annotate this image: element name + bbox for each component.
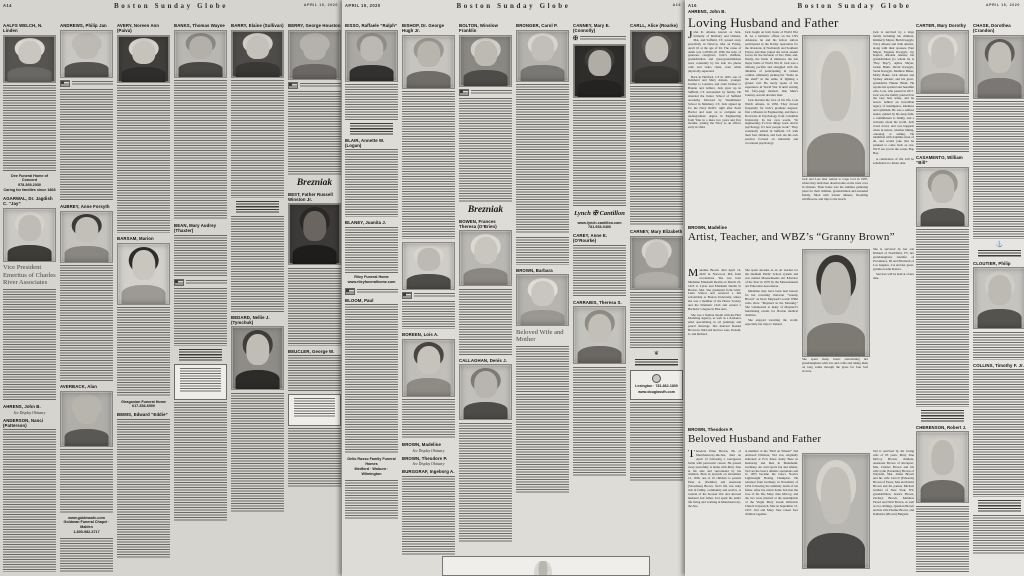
photo-vignette <box>574 45 625 97</box>
obituary-text-block <box>630 86 683 226</box>
obituary-text-block <box>973 332 1024 360</box>
drop-cap: J <box>688 31 693 41</box>
obituary-column <box>402 20 455 572</box>
obituary-name-header: BEAN, Mary Audrey (Thaxter) <box>174 223 217 233</box>
obituary-text-block <box>916 506 969 573</box>
obituary-paragraph: Madeline Brown died April 14, 2020 in Norwood, MA from coronavirus. She was born Madeline Elizabeth Devlin on March 23, 1923 to Cyrus and Elizabeth Devlin in Boston, MA. She graduated from Girls’ Latin School and received a full scholarship to Boston University, where she was a member of the Honor Society and the Dramatic Club and earned a Bachelor’s degree in Fine Arts. <box>688 269 741 312</box>
obituary-column <box>174 20 227 572</box>
obituary-column <box>345 20 398 572</box>
edition-date: APRIL 19, 2020 <box>985 3 1020 7</box>
obituary-text-block <box>573 367 626 477</box>
photo-vignette <box>460 36 511 86</box>
display-obituary <box>688 222 914 420</box>
obituary-text-block <box>60 538 113 572</box>
photo-vignette <box>460 365 511 419</box>
display-obituary-text-column <box>745 450 798 572</box>
display-obituary <box>688 424 914 574</box>
photo-vignette <box>917 432 968 502</box>
veteran-flag-row <box>288 82 341 89</box>
obituary-name-header: AHRENS, John B. <box>688 9 726 14</box>
photo-vignette <box>403 36 454 88</box>
obituary-text-block <box>357 289 398 294</box>
us-flag-icon <box>345 288 355 295</box>
obituary-name-header: AHRENS, John B. <box>3 404 41 410</box>
photo-vignette <box>289 204 340 264</box>
portrait-photo <box>916 30 969 94</box>
photo-vignette <box>803 36 869 176</box>
photo-vignette <box>803 454 869 568</box>
obituary-paragraph: Born in Hartford, CT in 1925, son of Reinhard and Mary Ahrens, younger brother to Lauretta, and older brother to Bonnie and Gilbert, Jack grew up in Suffield, CT surrounded by family. He attended the Junior School of Suffield Academy followed by Westminster School in Simsbury, CT. Jack signed up for the Navy ROTC right after Pearl Harbor and went on to complete an undergraduate degree in Engineering from Yale in a mere two years and five months, joining the Navy as an officer early in 1944. <box>688 74 741 130</box>
obituary-text-block <box>60 89 113 201</box>
obituary-name-header: BISHOP, Dr. George Hugh Jr. <box>402 23 445 33</box>
obituary-text-block <box>186 280 227 285</box>
obituary-column <box>459 20 512 572</box>
ornament-icon: ❦ <box>653 350 660 357</box>
obituary-name-header: CAREY, Anne E. (O’Rourke) <box>573 233 608 244</box>
obituary-text-block <box>402 91 455 239</box>
obituary-column <box>516 20 569 572</box>
masthead: Boston Sunday Globe <box>114 2 228 10</box>
photo-vignette <box>574 307 625 363</box>
obituary-name-header: BISSO, Raffaele “Ralph” <box>345 23 398 28</box>
obituary-paragraph: Jack married the love of his life, Lois Welch Ahrens, in 1950. They moved frequently for Jack’s graduate degrees: first a Masters in Engineering, and then a Doctorate in Psychology from Columbia University. In his own words, “In engineering, it’s how things work, and in psychology, it’s how people work.” They eventually settled in Suffield, CT with their four children, and Jack ran his own practice focused on industrial and vocational psychology. <box>745 98 798 145</box>
obituary-name-header: ANDERSON, Nanci (Patterson) <box>3 417 44 428</box>
newspaper-page-A14 <box>0 0 342 576</box>
obituary-text-block <box>459 98 512 202</box>
veteran-flag-row <box>174 279 227 286</box>
obituary-name-header: BLANEY, Juanita J. <box>345 220 387 225</box>
obituary-name-header: AVERY, Noreen Ann (Paiva) <box>117 23 160 33</box>
display-obituary-text-column <box>745 31 798 217</box>
ad-text-block <box>294 398 335 418</box>
obituary-name-header: BROWN, Theodore P. <box>402 455 448 461</box>
obituary-column <box>231 20 284 572</box>
obituary-name-header: BANKS, Thomas Wayne <box>174 23 225 28</box>
display-obituary-text-column <box>745 269 798 415</box>
obituary-text-block <box>60 265 113 381</box>
portrait-photo <box>630 236 683 290</box>
portrait-photo <box>573 44 626 98</box>
portrait-photo <box>231 30 284 78</box>
funeral-home-notice: Riley Funeral Home www.rileyfuneralhome.com <box>347 275 396 284</box>
display-obituary-text-column <box>873 31 914 217</box>
display-obituary-text-column <box>688 450 741 572</box>
veteran-flag-row <box>459 89 512 96</box>
obituary-text-block <box>345 84 398 120</box>
photo-vignette <box>346 31 397 81</box>
obituary-name-header: BOREEN, Lois A. <box>402 332 439 337</box>
obituary-name-header: BOWEN, Frances Theresa (O’Brien) <box>459 218 497 229</box>
obituary-subheadline: Vice President Emeritus of Charles River Associates <box>3 264 56 287</box>
portrait-photo <box>60 391 113 447</box>
obituary-name-header: BROWN, Madeline <box>688 225 727 230</box>
bottom-ad-box <box>442 556 650 576</box>
portrait-photo <box>402 242 455 290</box>
display-obituary-text-column <box>873 248 914 415</box>
funeral-home-ad-logo: Brezniak <box>296 178 333 188</box>
obituary-text-block <box>402 399 455 439</box>
us-flag-icon <box>288 82 298 89</box>
funeral-notice-block <box>236 201 278 213</box>
obituary-name-header: AGARWAL, Dr. Jagdish C. “Jay” <box>3 196 53 207</box>
obituary-name-header: BERRY, George Houston <box>288 23 341 28</box>
photo-vignette <box>118 36 169 82</box>
us-flag-icon <box>402 292 412 299</box>
obituary-paragraph: She was a fashion model with the Hart Modeling Agency, as well as a freelance artist specializing in oil paintings and pencil drawings. She married Donald Brown in 1944 and had two sons, Donald, Jr. and Richard. <box>688 312 741 337</box>
obituary-name-header: AVERBACK, Alan <box>60 384 97 389</box>
obituary-text-block <box>402 301 455 329</box>
obituary-text-block <box>516 237 569 265</box>
obituary-text-block <box>72 81 113 86</box>
display-obituary-text-column <box>688 269 741 415</box>
portrait-photo <box>288 203 341 265</box>
obituary-text-block <box>630 402 683 482</box>
funeral-home-notice: Giragosian Funeral Home 617-354-6900 <box>121 399 166 409</box>
photo-vignette <box>974 36 1024 98</box>
display-obituary-text-column <box>688 31 741 217</box>
obituary-name-header: BROWN, Madeline <box>402 442 441 447</box>
portrait-photo <box>345 30 398 82</box>
display-obituary-photo <box>802 249 870 357</box>
masthead: Boston Sunday Globe <box>456 2 571 10</box>
obituary-name-header: BOLTON, Winslow Franklin <box>459 23 499 33</box>
obituary-name-header: BROWN, Theodore P. <box>688 427 734 432</box>
obituary-paragraph: Theodore Prine Brown, 86, of Manchester-by-the-Sea, died on April 13 following a courageous battle with pancreatic cancer. He passed away peacefully at home with Mary Jane at his side and surrounded by his children. Born in Ipswich on December 12, 1936, one of 10 children to parents Peter A. (Paddles) and Anastasia (Strouliaus) Brown, Ted’s life was truly rich in family, community and service. A veteran of the Korean War and devoted husband and father, Ted spent his entire life living and working in Manchester-by-the-Sea. <box>688 450 741 508</box>
page-number: A16 <box>688 3 697 8</box>
obituary-text-block <box>345 227 398 273</box>
photo-vignette <box>517 31 568 81</box>
obituary-name-header: CALLAGHAN, Denis J. <box>459 357 507 363</box>
obituary-text-block <box>573 245 626 297</box>
obituary-text-block <box>630 292 683 348</box>
see-display-reference: See Display Obituary <box>412 448 445 453</box>
portrait-photo <box>117 243 170 305</box>
obituary-column <box>916 20 969 572</box>
obituary-name-header: CHASE, Dorothea (Crandon) <box>973 23 1011 33</box>
veteran-flag-row <box>60 80 113 87</box>
display-obituary-headline: Loving Husband and Father <box>688 14 839 30</box>
newspaper-page-A16 <box>685 0 1024 576</box>
portrait-photo <box>573 306 626 364</box>
obituary-column <box>117 20 170 572</box>
obituary-name-header: AUBREY, Anne Forsyth <box>60 204 110 209</box>
portrait-photo <box>288 30 341 80</box>
obituary-name-header: CHERENSON, Robert J. <box>916 424 967 430</box>
portrait-photo <box>459 364 512 420</box>
obituary-name-header: CARTER, Mary Dorothy <box>916 23 966 28</box>
obituary-text-block <box>516 394 569 494</box>
funeral-notice-block <box>978 500 1020 512</box>
boxed-ad <box>630 370 683 400</box>
display-obituary-photo <box>802 35 870 177</box>
obituary-text-block <box>580 36 626 41</box>
obituary-paragraph: A member of the “Hell on Wheels” 2nd Armored Division, Ted was originally stationed at Fort Knox Army Base in Kentucky and then in Mannheim, Germany. An avid sports fan and athlete, Ted ran the base’s athletic operations and in 1953 became the base’s Novice Lightweight Boxing Champion. He returned from Germany in November of 1954 following the untimely death of his father. After his return home Ted met the love of his life, Mary Jane McCoy, and the two were married at the Assumption of the Virgin Mary Greek Orthodox Church in Ipswich, MA on September 15, 1957. Ted and Mary Jane raised four children together. <box>745 450 798 516</box>
edition-date: APRIL 19, 2020 <box>303 3 338 7</box>
portrait-photo <box>60 30 113 78</box>
funeral-notice-block <box>350 123 392 135</box>
obituary-text-block <box>916 96 969 152</box>
obituary-text-block <box>231 80 284 198</box>
drop-cap: M <box>688 269 699 279</box>
obituary-text-block <box>288 355 341 391</box>
obituary-paragraph: John R. Ahrens, known as Jack, formerly of Duxbury and Orleans, MA, and Suffield, CT, passed away peacefully in Newton, MA on Friday, April 10 at the age of 94. The cause of death was COVID-19. With the help of generous caregivers, Jack’s children, grandchildren and great-grandchildren were constantly by his side via phone calls and video chats, even while physically separated. <box>688 31 741 74</box>
obituary-text-block <box>973 369 1024 497</box>
masthead: Boston Sunday Globe <box>797 2 912 10</box>
photo-vignette <box>232 327 283 389</box>
display-obituary-text-column <box>873 450 914 572</box>
portrait-photo <box>402 339 455 397</box>
photo-vignette <box>289 31 340 79</box>
photo-vignette <box>803 250 869 356</box>
us-flag-icon <box>174 279 184 286</box>
photo-vignette <box>61 392 112 446</box>
photo-vignette <box>61 212 112 262</box>
photo-vignette <box>917 31 968 93</box>
obituary-text-block <box>174 235 227 277</box>
funeral-home-ad-contact: www.lynch-cantillon.com 781-933-0400 <box>577 220 622 230</box>
photo-vignette <box>403 340 454 396</box>
obituary-name-header: BLOOM, Paul <box>345 297 374 303</box>
ornament-ad <box>630 351 683 367</box>
obituary-name-header: CARLL, Alice (Roarke) <box>630 23 678 28</box>
portrait-photo <box>402 35 455 89</box>
obituary-text-block <box>414 293 455 298</box>
portrait-photo <box>516 274 569 326</box>
photo-vignette <box>175 31 226 77</box>
portrait-photo <box>3 35 56 83</box>
obituary-text-block <box>471 90 512 95</box>
boxed-ad <box>174 364 227 400</box>
funeral-home-ad-logo: Lynch ✠ Cantillon <box>574 210 625 217</box>
obituary-paragraph: Madeline may have been best known for her recurring character “Granny Brown” on Dave Maynard’s iconic WBZ radio show “Maynard in the Morning.” She volunteered at many of Maynard’s fundraising events for Boston medical charities. <box>745 289 798 317</box>
obituary-name-header: CASAMENTO, William “Bill” <box>916 155 963 165</box>
obituary-name-header: BROWN, Barbara <box>516 267 553 273</box>
obituary-paragraph: She is survived by her son Richard of Northfield, VT, her granddaughters Jennifer of Providence, RI and Elizabeth of Los Angeles, CA and her great-grandson John Robert. <box>873 248 914 271</box>
photo-vignette <box>974 268 1024 328</box>
ad-text: Lexington · 781-862-1800 www.douglassfh.com <box>635 384 678 394</box>
photo-vignette <box>517 275 568 325</box>
photo-vignette <box>403 243 454 289</box>
obituary-text-block <box>174 402 227 522</box>
portrait-photo <box>916 431 969 503</box>
display-obituary-photo <box>802 453 870 569</box>
obituary-paragraph: Ted is survived by his loving wife of 63 years, Mary Jane McCoy Brown; children, Anastasia Brown of Rockport, MA, Charles Brown and his wife Lynn (Tarantino) Brown of Wayland, MA, James Brown and his wife Carroll (Edwards) Brown of Essex, MA and David Brown and his partner Michael Guthart of New York, NY; grandchildren, Jessica Brown, Zachary Brown, Matthew Picard and Natti Brown, as well as two siblings, Quenton Brown and his wife Pauline Brown, and Katherine (Brown) Bulgaris. <box>873 450 914 516</box>
portrait-photo <box>973 35 1024 99</box>
ad-figure <box>534 561 552 576</box>
portrait-photo <box>916 167 969 227</box>
photo-vignette <box>631 31 682 83</box>
obituary-text-block <box>174 80 227 220</box>
portrait-photo <box>174 30 227 78</box>
photo-vignette <box>118 244 169 304</box>
obituary-text-block <box>573 100 626 206</box>
obituary-name-header: CANNEY, Mary E. (Connolly) <box>573 23 610 33</box>
drop-cap: T <box>688 450 696 460</box>
funeral-home-ad-logo: Brezniak <box>467 205 504 215</box>
obituary-text-block <box>973 515 1024 555</box>
funeral-home-notice: www.goldmanfc.com Goldman Funeral Chapel · Malden 1-800-982-3717 <box>63 515 110 535</box>
obituary-name-header: BURGGRAF, Ingeborg A. <box>402 469 455 474</box>
obituary-name-header: AALFS WELCH, N. Linden <box>3 23 43 33</box>
obituary-name-header: BEMIS, Edward “Eddie” <box>117 412 168 418</box>
obituary-text-block <box>3 429 56 572</box>
obituary-name-header: ANDREWS, Philip Jan <box>60 23 107 28</box>
obituary-paragraph: She enjoyed traveling the world, especially her trips to Ireland. <box>745 318 798 326</box>
obituary-name-header: CARNEY, Mary Elizabeth <box>630 229 683 234</box>
obituary-name-header: BARSAM, Marion <box>117 236 154 241</box>
photo-vignette <box>61 31 112 77</box>
obituary-column <box>573 20 626 572</box>
obituary-text-block <box>288 268 341 346</box>
portrait-photo <box>231 326 284 390</box>
obituary-paragraph: Jack is survived by a large family including his children, Kimberly Mayer, Beth Kwegyir, Tracy Ahrens and John Ahrens, along with their spouses, Paul Mayer, Eugenia Kwegyir, Jay Kaplov, Rhonda Ahrens; his grandchildren (to whom he is “Bop Bop”), Ayliea Mayer, Jackie Blum, David Kwegyir, Sarah Kwegyir, Matthew Baker, Molly Baker, Jack Ahrens and Sydney Ahrens; and his great-grandchild, Hunter Blum. He rejoins his spirited and beautiful wife, Lois, who passed in 2017. Jack was the family patriarch in the very best sense, and he leaves behind an incredible legacy of intelligence, kindness and optimism. He was a selfless leader, guided by his deep faith, a commitment to family, and a curiosity about the world. Jack loved travel, and was happiest when in nature, whether hiking, canoeing or sailing. He identified with dolphins most of all, and would joke that he planned to come back as one. We’ll see you in the ocean, Bop Bop. <box>873 31 914 156</box>
funeral-notice-block <box>179 349 221 361</box>
obituary-text-block <box>916 229 969 407</box>
portrait-photo <box>459 230 512 286</box>
veteran-flag-row <box>345 288 398 295</box>
display-obituary-text-column <box>802 178 868 216</box>
obituary-paragraph: She spent many hours entertaining her granddaughters with arts and crafts and taking them on long walks through the grass for four leaf clovers. <box>802 358 868 373</box>
display-obituary <box>688 6 914 218</box>
obituary-text-block <box>174 288 227 346</box>
obituary-text-block <box>459 423 512 543</box>
obituary-text-block <box>117 307 170 397</box>
obituary-paragraph: She spent decades as an art teacher for the Dedham Public School system and was named Massachusetts Art Educator of the Year in 1979 by the Massachusetts Art Education Association. <box>745 269 798 288</box>
obituary-text-block <box>60 449 113 513</box>
obituary-subheadline: Beloved Wife and Mother <box>516 328 564 343</box>
obituary-paragraph: Jack and Lois later retired to Cape Cod in 1987, where they built their dream home on the town cove in Orleans. Their home was the summer gathering place for their children, grandchildren and extended family, filled with lobster dinners, blooming wildflowers, and trips to the beach. <box>802 178 868 201</box>
ad-text-block <box>180 368 221 392</box>
portrait-photo <box>973 267 1024 329</box>
obituary-text-block <box>345 304 398 454</box>
funeral-home-notice: Dello Russo Family Funeral Homes Medford · Woburn · Wilmington <box>347 456 396 476</box>
photo-vignette <box>232 31 283 77</box>
photo-vignette <box>631 237 682 289</box>
obituary-text-block <box>231 393 284 513</box>
obituary-text-block <box>117 419 170 559</box>
obituary-text-block <box>973 101 1024 239</box>
obituary-paragraph: Jack fought on both fronts of World War II. As a ballistics officer on the USS Arkansas, he and his fellow sailors participated in the D-Day operations for the invasions of Normandy and Southern France and then joined the naval assault forces for the invasion of Iwo Jima, and, finally, the battle of Okinawa, the last major battle of World War II. Jack was a lifelong pacifist and struggled with the dilemma of participating in violent combat, ultimately picking his “battle on the shelf” in the name of fighting a greater evil. He rarely spoke of his experience in World War II until writing his forty-page memoir, One Man’s Journey, several decades later. <box>745 31 798 97</box>
obituary-column <box>60 20 113 572</box>
obituary-text-block <box>459 289 512 355</box>
portrait-photo <box>60 211 113 263</box>
obituary-text-block <box>516 84 569 234</box>
obituary-text-block <box>300 83 341 88</box>
photo-vignette <box>4 209 55 261</box>
ornament-ad <box>973 242 1024 258</box>
portrait-photo <box>516 30 569 82</box>
ornament-icon: ⚓ <box>995 241 1004 248</box>
obituary-text-block <box>3 289 56 401</box>
ornament-ad-text <box>978 250 1020 258</box>
veteran-flag-row <box>402 292 455 299</box>
portrait-photo <box>3 208 56 262</box>
obituary-text-block <box>345 149 398 217</box>
funeral-notice-block <box>921 410 963 422</box>
obituary-name-header: BEST, Father Russell Winston Jr. <box>288 191 333 202</box>
display-obituary-headline: Artist, Teacher, and WBZ’s “Granny Brown” <box>688 230 895 243</box>
obituary-text-block <box>288 428 341 488</box>
obituary-text-block <box>516 346 569 392</box>
obituary-text-block <box>3 85 56 171</box>
obituary-column <box>3 20 56 572</box>
obituary-text-block <box>231 216 284 312</box>
obituary-paragraph: Services will be held at a later date. <box>873 272 914 280</box>
obituary-name-header: COLLINS, Timothy F. Jr. <box>973 362 1024 368</box>
obituary-text-block <box>345 480 398 520</box>
newspaper-page-A15 <box>342 0 685 576</box>
obituary-name-header: BARRY, Elaine (Sullivan) <box>231 23 284 28</box>
display-obituary-text-column <box>802 358 868 415</box>
photo-vignette <box>4 36 55 82</box>
display-obituary-headline: Beloved Husband and Father <box>688 432 822 445</box>
boxed-ad <box>288 394 341 426</box>
photo-vignette <box>917 168 968 226</box>
obituary-name-header: BLAIR, Annette W. (Logan) <box>345 137 385 148</box>
memorial-cross-row <box>573 35 626 42</box>
portrait-photo <box>459 35 512 87</box>
ornament-ad-text <box>635 359 677 367</box>
page-number: A14 <box>3 3 12 8</box>
obituary-name-header: BEUCLER, George W. <box>288 348 335 354</box>
obituary-text-block <box>117 85 170 233</box>
obituary-paragraph: A celebration of life will be scheduled at a future date. <box>873 156 914 165</box>
edition-date: A15 <box>672 3 681 7</box>
obituary-column <box>973 20 1024 572</box>
photo-vignette <box>460 231 511 285</box>
see-display-reference: See Display Obituary <box>412 462 445 466</box>
us-flag-icon <box>60 80 70 87</box>
obituary-text-block <box>402 476 455 556</box>
obituary-name-header: CLOUTIER, Philip <box>973 260 1011 266</box>
us-flag-icon <box>459 89 469 96</box>
obituary-name-header: BEDARD, Nellie J. (Tymchuk) <box>231 314 270 325</box>
portrait-photo <box>117 35 170 83</box>
obituary-column <box>630 20 683 572</box>
funeral-home-notice: Dee Funeral Home of Concord 978-369-2030 Caring for families since 1868 <box>3 173 56 193</box>
page-number: APRIL 19, 2020 <box>345 3 381 8</box>
obituary-column <box>288 20 341 572</box>
obituary-text-block <box>288 91 341 175</box>
cross-icon: ✠ <box>573 35 579 42</box>
see-display-reference: See Display Obituary <box>13 410 46 415</box>
portrait-photo <box>630 30 683 84</box>
obituary-name-header: BRONGER, Carol P. <box>516 23 558 28</box>
ad-logo-mark <box>652 374 661 383</box>
obituary-name-header: CARRABIS, Theresa S. <box>573 299 622 305</box>
